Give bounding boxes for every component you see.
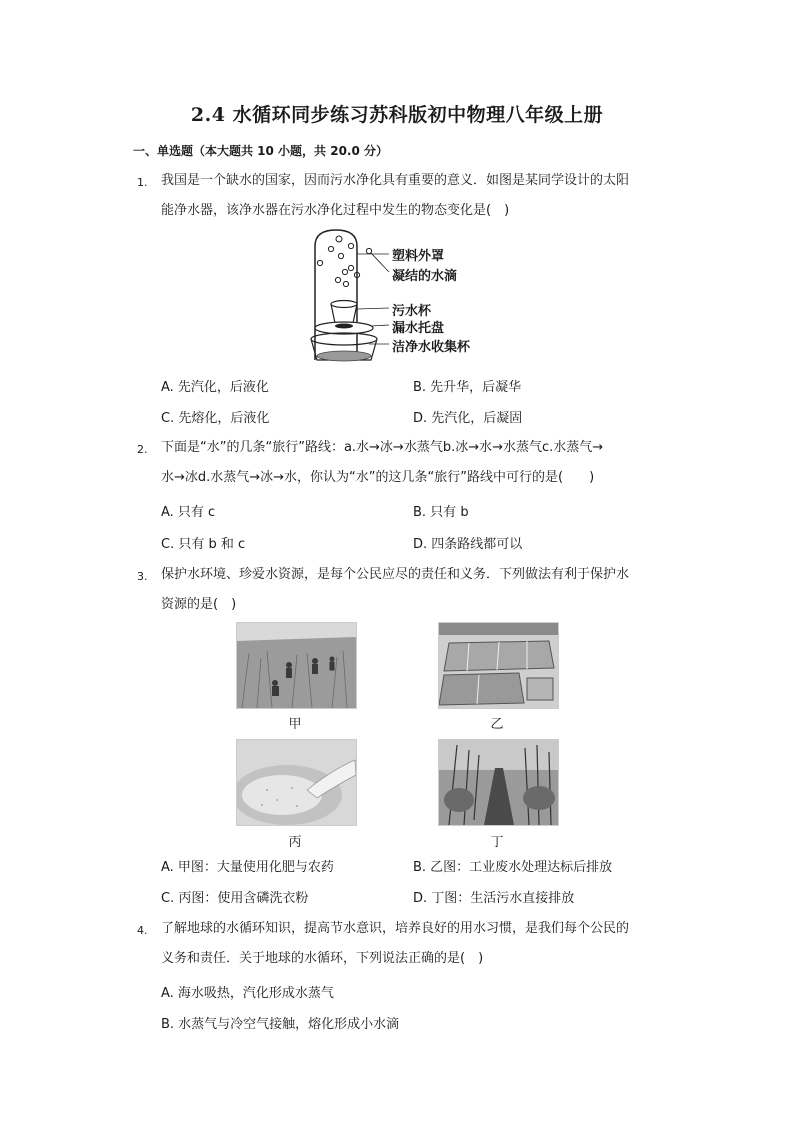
diagram-label-condensed-drops: 凝结的水滴: [392, 269, 458, 284]
diagram-label-clean-water-cup: 洁净水收集杯: [392, 340, 471, 355]
question-1-text-line-1: 我国是一个缺水的国家，因而污水净化具有重要的意义．如图是某同学设计的太阳: [161, 173, 630, 188]
question-4-option-a[interactable]: A. 海水吸热，汽化形成水蒸气: [161, 986, 334, 1001]
photo-polluted-stream: [438, 739, 559, 826]
question-4-option-b[interactable]: B. 水蒸气与冷空气接触，熔化形成小水滴: [161, 1017, 400, 1032]
diagram-label-plastic-cover: 塑料外罩: [392, 249, 445, 264]
image-label-yi: 乙: [490, 717, 504, 732]
question-3-option-b[interactable]: B. 乙图：工业废水处理达标后排放: [413, 860, 613, 875]
image-label-ding: 丁: [490, 835, 504, 850]
section-heading: 一、单选题（本大题共 10 小题，共 20.0 分）: [133, 144, 389, 158]
question-1-option-d[interactable]: D. 先汽化，后凝固: [413, 411, 523, 426]
question-4-number: 4.: [137, 924, 148, 937]
question-2-option-c[interactable]: C. 只有 b 和 c: [161, 537, 246, 552]
image-label-bing: 丙: [288, 835, 302, 850]
question-2-option-a[interactable]: A. 只有 c: [161, 505, 216, 520]
question-2-number: 2.: [137, 443, 148, 456]
photo-farmers-spraying-field: [236, 622, 357, 709]
photo-wastewater-treatment-plant: [438, 622, 559, 709]
question-2-text-line-2: 水→冰d.水蒸气→冰→水，你认为“水”的这几条“旅行”路线中可行的是( ): [161, 470, 595, 485]
diagram-label-leak-tray: 漏水托盘: [392, 321, 445, 336]
question-4-text-line-2: 义务和责任．关于地球的水循环，下列说法正确的是( ): [161, 951, 484, 966]
question-3-number: 3.: [137, 570, 148, 583]
question-3-option-a[interactable]: A. 甲图：大量使用化肥与农药: [161, 860, 334, 875]
question-3-option-c[interactable]: C. 丙图：使用含磷洗衣粉: [161, 891, 309, 906]
image-label-jia: 甲: [288, 717, 302, 732]
question-1-option-b[interactable]: B. 先升华，后凝华: [413, 380, 522, 395]
question-3-text-line-1: 保护水环境、珍爱水资源，是每个公民应尽的责任和义务．下列做法有利于保护水: [161, 567, 630, 582]
diagram-label-dirty-water-cup: 污水杯: [392, 304, 432, 319]
photo-phosphate-detergent-powder: [236, 739, 357, 826]
question-2-text-line-1: 下面是“水”的几条“旅行”路线：a.水→冰→水蒸气b.冰→水→水蒸气c.水蒸气→: [161, 440, 604, 455]
question-3-option-d[interactable]: D. 丁图：生活污水直接排放: [413, 891, 575, 906]
question-2-option-b[interactable]: B. 只有 b: [413, 505, 469, 520]
question-1-option-a[interactable]: A. 先汽化，后液化: [161, 380, 269, 395]
question-1-number: 1.: [137, 176, 148, 189]
question-3-text-line-2: 资源的是( ): [161, 597, 237, 612]
question-1-option-c[interactable]: C. 先熔化，后液化: [161, 411, 270, 426]
page-title: 2.4 水循环同步练习苏科版初中物理八年级上册: [190, 104, 604, 126]
question-4-text-line-1: 了解地球的水循环知识，提高节水意识，培养良好的用水习惯，是我们每个公民的: [161, 921, 630, 936]
question-1-text-line-2: 能净水器，该净水器在污水净化过程中发生的物态变化是( ): [161, 203, 510, 218]
question-2-option-d[interactable]: D. 四条路线都可以: [413, 537, 523, 552]
